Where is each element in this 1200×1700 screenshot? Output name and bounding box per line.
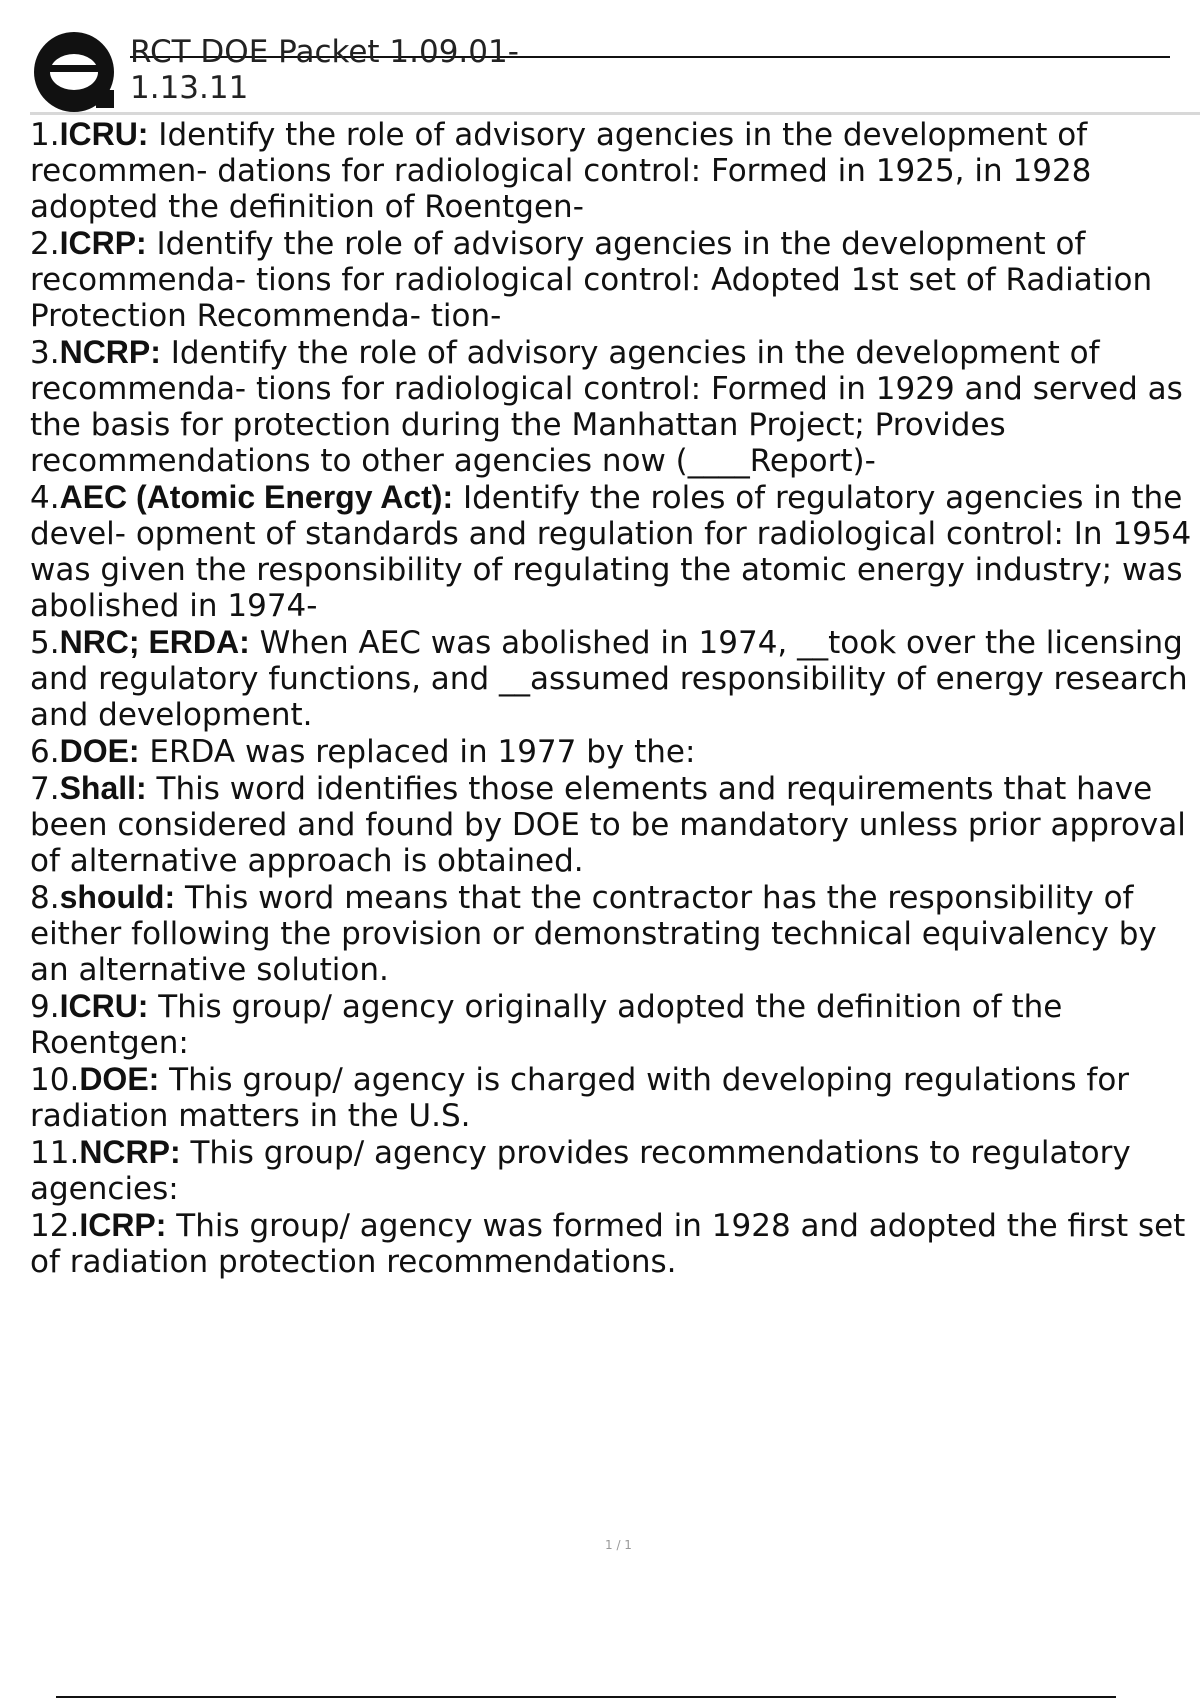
item-definition: This group/ agency provides recommendations to regulatory agencies: [30, 1135, 1131, 1207]
item-definition: This group/ agency was formed in 1928 and adopted the first set of radiation protection recommendations. [30, 1208, 1186, 1280]
item-term: DOE: [79, 1061, 160, 1097]
item-term: AEC (Atomic Energy Act): [59, 479, 454, 515]
header-divider [30, 112, 1200, 115]
flashcard-item [30, 334, 1200, 479]
flashcard-list [30, 116, 1200, 1280]
item-definition: When AEC was abolished in 1974, __took over the licensing and regulatory functions, and __assumed responsibility of energy research and development. [30, 625, 1188, 733]
item-number: 6. [30, 734, 60, 770]
item-term: ICRP: [79, 1207, 167, 1243]
item-definition: ERDA was replaced in 1977 by the: [139, 734, 696, 770]
flashcard-item [30, 1207, 1200, 1280]
document-header [30, 28, 1190, 114]
item-definition: This word means that the contractor has the responsibility of either following the provision or demonstrating technical equivalency by an alternative solution. [30, 880, 1157, 988]
flashcard-item [30, 1134, 1200, 1207]
document-title: RCT DOE Packet 1.09.01-1.13.11 [130, 34, 519, 106]
item-term: ICRU: [59, 116, 149, 152]
item-number: 9. [30, 989, 60, 1025]
item-term: NRC; ERDA: [59, 624, 250, 660]
item-definition: Identify the role of advisory agencies in the development of recommenda- tions for radiological control: Formed in 1929 and served as the basis for protection during the Manhattan Project; Provides recommendations to other agencies now (____Report)- [30, 335, 1183, 479]
item-term: NCRP: [59, 334, 161, 370]
item-number: 7. [30, 771, 60, 807]
flashcard-item [30, 733, 1200, 770]
footer-divider [56, 1696, 1116, 1698]
item-definition: Identify the roles of regulatory agencies in the devel- opment of standards and regulation for radiological control: In 1954 was given the responsibility of regulating the atomic energy industry; was abolished in 1974- [30, 480, 1192, 624]
item-number: 12. [30, 1208, 80, 1244]
item-term: DOE: [59, 733, 140, 769]
item-definition: This group/ agency originally adopted the definition of the Roentgen: [30, 989, 1063, 1061]
quizlet-logo-icon [34, 32, 114, 112]
item-term: Shall: [59, 770, 147, 806]
page-number: 1 / 1 [605, 1538, 632, 1552]
item-number: 11. [30, 1135, 80, 1171]
item-definition: Identify the role of advisory agencies in the development of recommenda- tions for radiological control: Adopted 1st set of Radiation Protection Recommenda- tion- [30, 226, 1153, 334]
item-term: NCRP: [79, 1134, 181, 1170]
item-number: 5. [30, 625, 60, 661]
item-definition: This group/ agency is charged with developing regulations for radiation matters in the U.S. [30, 1062, 1130, 1134]
item-number: 8. [30, 880, 60, 916]
item-term: ICRP: [59, 225, 147, 261]
flashcard-item [30, 988, 1200, 1061]
item-number: 10. [30, 1062, 80, 1098]
item-number: 4. [30, 480, 60, 516]
flashcard-item [30, 624, 1200, 733]
item-definition: This word identifies those elements and requirements that have been considered and found by DOE to be mandatory unless prior approval of alternative approach is obtained. [30, 771, 1186, 879]
item-number: 2. [30, 226, 60, 262]
flashcard-item [30, 879, 1200, 988]
item-number: 1. [30, 117, 60, 153]
flashcard-item [30, 225, 1200, 334]
item-number: 3. [30, 335, 60, 371]
flashcard-item [30, 1061, 1200, 1134]
flashcard-item [30, 479, 1200, 624]
flashcard-item [30, 116, 1200, 225]
flashcard-item [30, 770, 1200, 879]
item-term: ICRU: [59, 988, 149, 1024]
item-definition: Identify the role of advisory agencies in the development of recommen- dations for radiological control: Formed in 1925, in 1928 adopted the definition of Roentgen- [30, 117, 1092, 225]
item-term: should: [59, 879, 176, 915]
